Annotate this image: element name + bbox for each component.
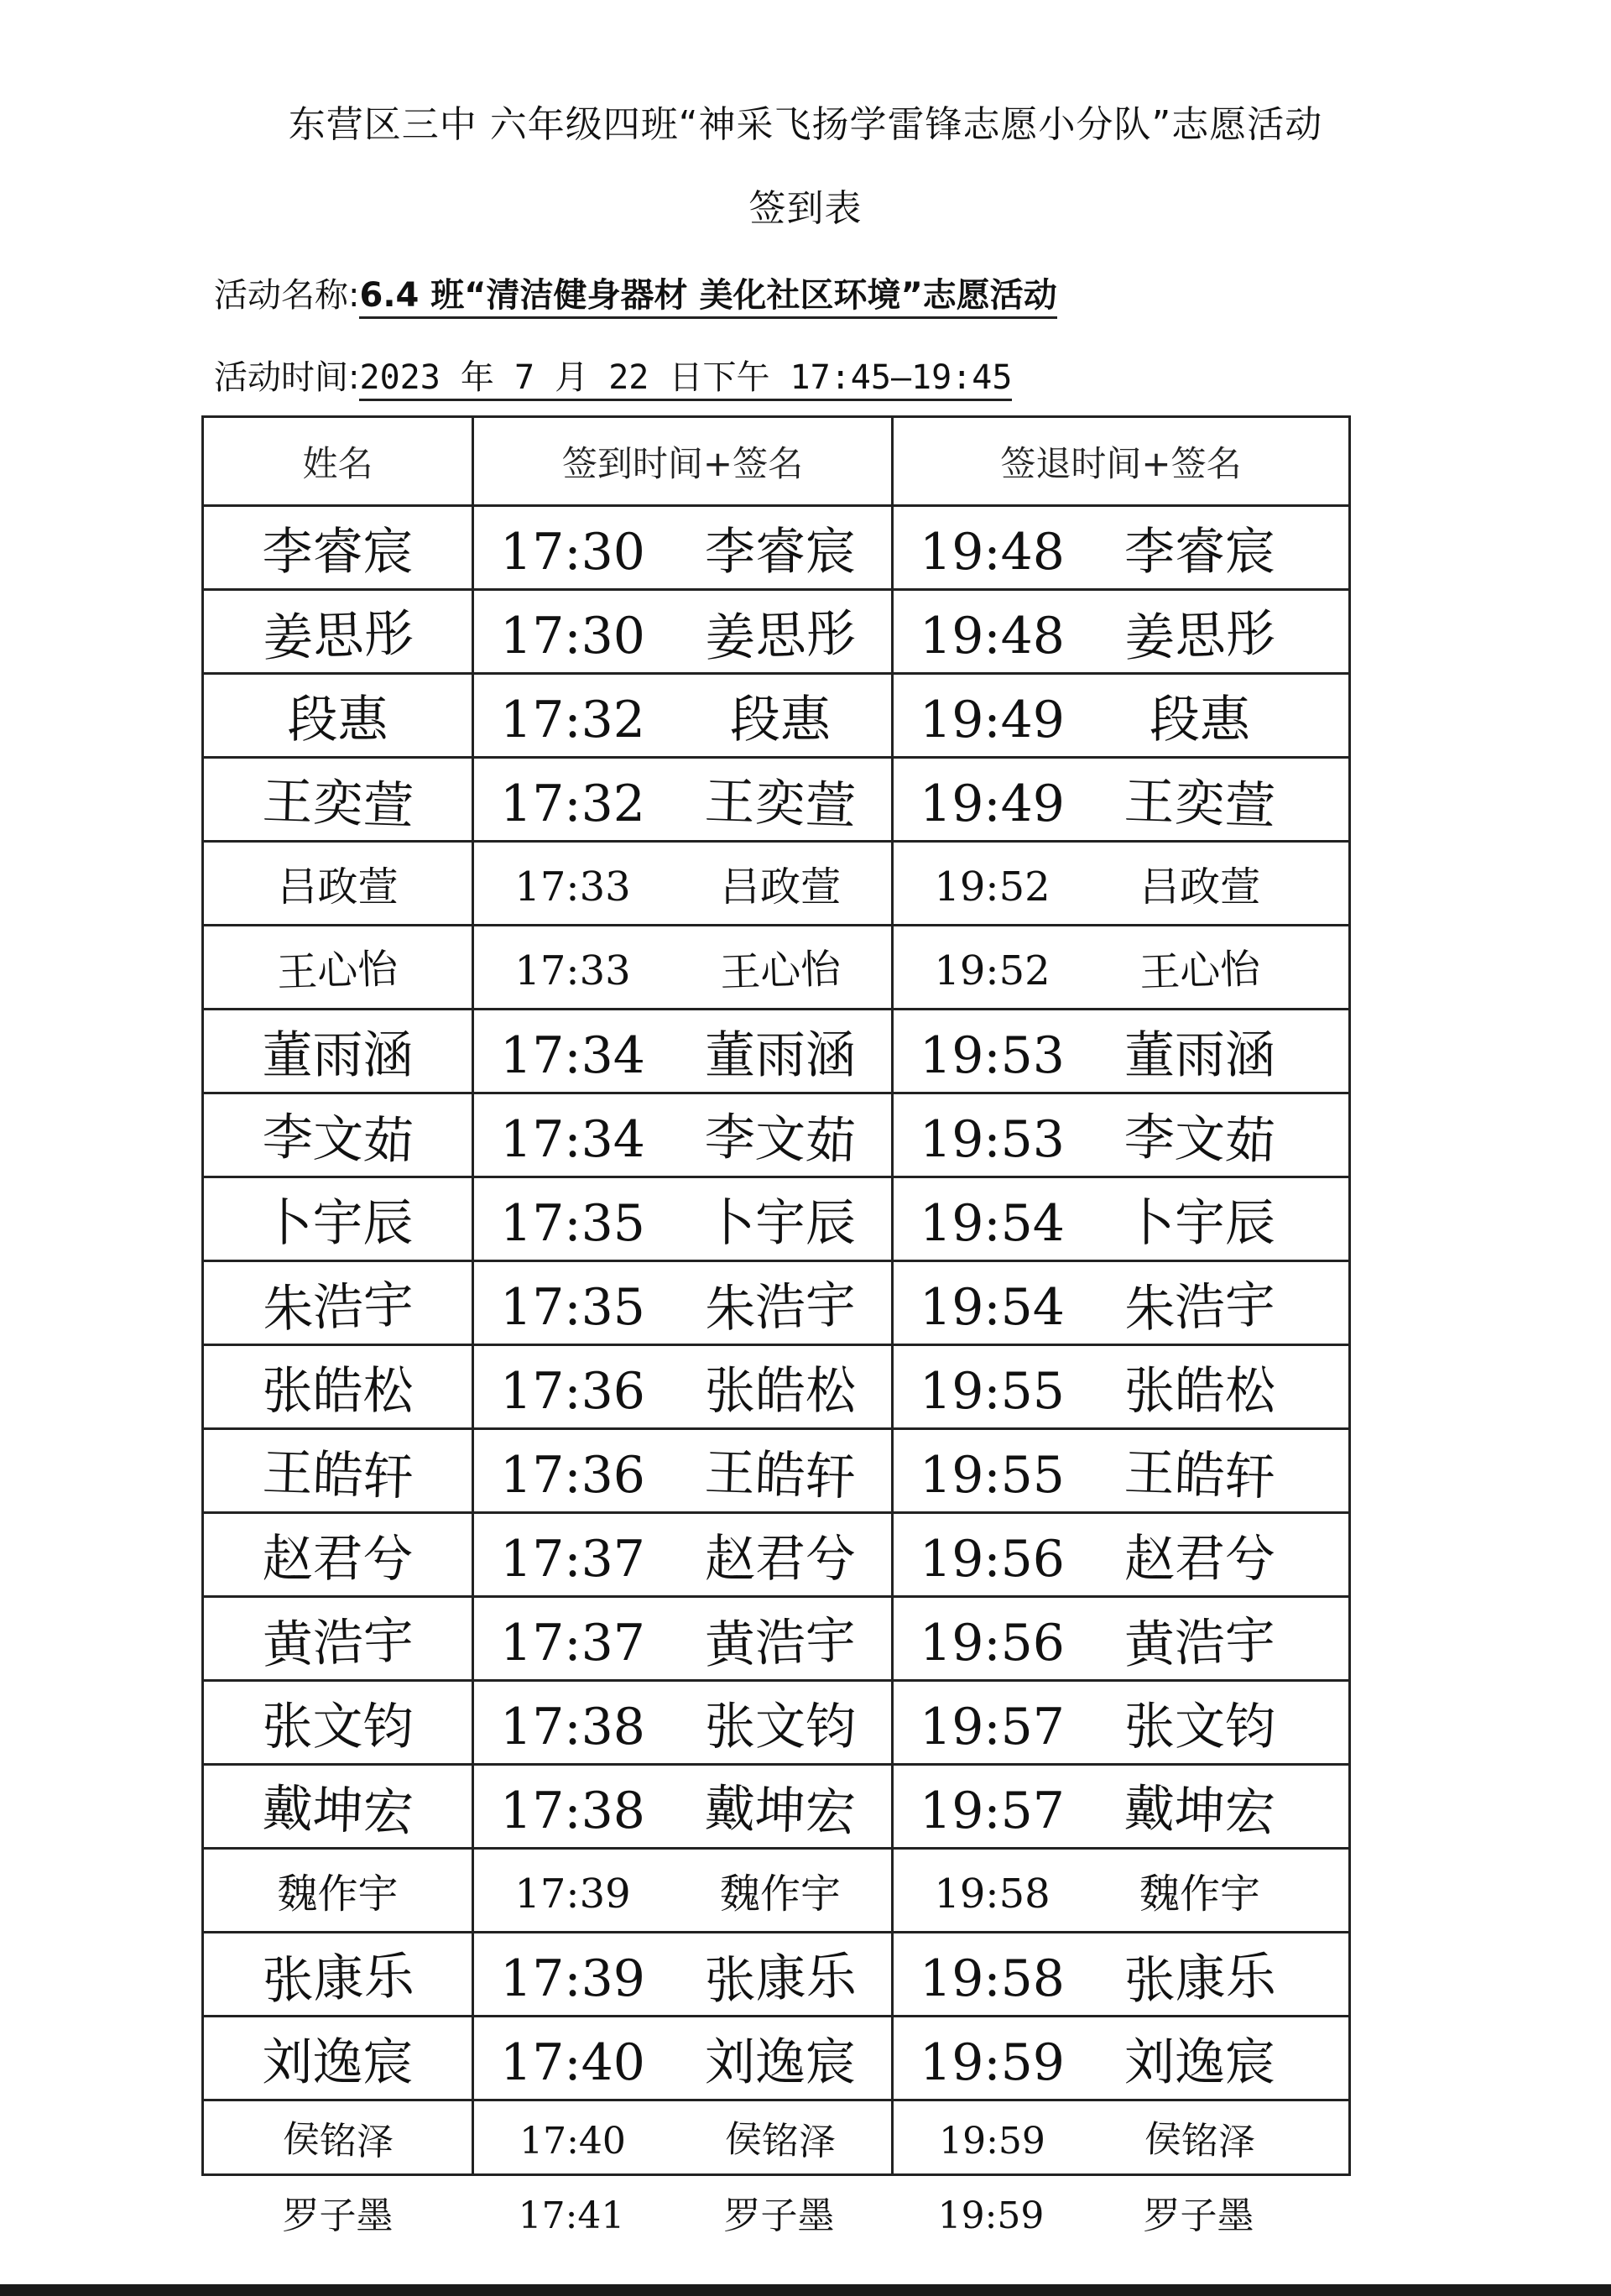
cell-sign-in xyxy=(473,1513,893,1597)
cell-sign-in xyxy=(473,2100,893,2175)
cell-sign-in xyxy=(473,1010,893,1093)
cell-sign-in xyxy=(473,590,893,674)
sign-in-signature: 董雨涵 xyxy=(705,1025,856,1085)
sign-in-signature: 刘逸宸 xyxy=(705,2032,856,2092)
sign-out-time: 19:52 xyxy=(934,864,1051,911)
sign-out-time: 19:55 xyxy=(920,1445,1065,1505)
sign-out-signature: 卜宇辰 xyxy=(1124,1193,1275,1253)
cell-sign-in xyxy=(473,1765,893,1849)
sign-out-signature: 张文钧 xyxy=(1124,1697,1275,1756)
table-row xyxy=(203,1429,1350,1513)
cell-name xyxy=(203,1010,473,1093)
sign-in-time: 17:35 xyxy=(500,1193,645,1253)
sign-out-signature: 朱浩宇 xyxy=(1124,1275,1277,1339)
handwritten-name: 段惠 xyxy=(287,690,388,749)
cell-sign-out xyxy=(893,1849,1350,1933)
sign-in-signature: 王奕萱 xyxy=(703,771,857,836)
handwritten-name: 朱浩宇 xyxy=(261,1275,414,1339)
sign-out-time: 19:48 xyxy=(920,522,1065,582)
activity-time-line xyxy=(214,351,1012,399)
sign-out-signature: 王皓轩 xyxy=(1123,1443,1276,1507)
cell-sign-out xyxy=(893,506,1350,590)
cell-sign-out xyxy=(893,1681,1350,1765)
handwritten-name: 王皓轩 xyxy=(261,1443,414,1507)
cell-sign-in xyxy=(473,2175,893,2249)
sign-in-signature: 戴坤宏 xyxy=(703,1778,857,1843)
sign-out-time: 19:54 xyxy=(920,1193,1065,1253)
cell-sign-out xyxy=(893,1010,1350,1093)
sign-out-signature: 侯铭泽 xyxy=(1143,2117,1256,2165)
cell-name xyxy=(203,2175,473,2249)
sign-in-time: 17:36 xyxy=(500,1445,645,1505)
sign-in-signature: 张文钧 xyxy=(705,1697,856,1756)
sign-in-time: 17:36 xyxy=(500,1361,645,1421)
sign-out-signature: 王心怡 xyxy=(1139,945,1262,997)
sign-in-signature: 黄浩宇 xyxy=(704,1610,858,1675)
activity-name-label: 活动名称: xyxy=(214,276,360,315)
handwritten-name: 侯铭泽 xyxy=(281,2117,394,2165)
cell-name xyxy=(203,926,473,1010)
page-title: 东营区三中 六年级四班“神采飞扬学雷锋志愿小分队”志愿活动 xyxy=(288,103,1323,146)
table-row xyxy=(203,506,1350,590)
cell-name xyxy=(203,1597,473,1681)
sign-in-signature: 王皓轩 xyxy=(703,1443,857,1507)
cell-sign-in xyxy=(473,1093,893,1177)
sign-in-time: 17:32 xyxy=(500,774,645,833)
sign-in-signature: 李睿宸 xyxy=(705,522,856,582)
cell-name xyxy=(203,842,473,926)
cell-name xyxy=(203,590,473,674)
sign-out-time: 19:48 xyxy=(920,606,1065,665)
sign-in-time: 17:35 xyxy=(500,1277,645,1337)
cell-sign-in xyxy=(473,1849,893,1933)
sign-in-signature: 卜宇辰 xyxy=(705,1193,856,1253)
sign-in-signature: 朱浩宇 xyxy=(704,1275,858,1339)
cell-sign-in xyxy=(473,506,893,590)
table-row xyxy=(203,590,1350,674)
sign-in-signature: 罗子墨 xyxy=(723,2194,835,2237)
scan-edge xyxy=(0,2284,1611,2296)
table-row xyxy=(203,674,1350,758)
table-row xyxy=(203,926,1350,1010)
sign-out-time: 19:49 xyxy=(920,690,1065,749)
cell-sign-in xyxy=(473,1345,893,1429)
table-row xyxy=(203,1345,1350,1429)
sign-out-signature: 姜思彤 xyxy=(1124,603,1277,668)
sign-out-signature: 魏作宇 xyxy=(1139,1871,1260,1918)
cell-sign-in xyxy=(473,1429,893,1513)
cell-name xyxy=(203,506,473,590)
handwritten-name: 黄浩宇 xyxy=(261,1610,414,1675)
activity-time-value: 2023 年 7 月 22 日下午 17:45—19:45 xyxy=(359,358,1012,401)
table-row xyxy=(203,1093,1350,1177)
cell-name xyxy=(203,1261,473,1345)
cell-sign-out xyxy=(893,1765,1350,1849)
cell-sign-in xyxy=(473,758,893,842)
cell-sign-out xyxy=(893,1597,1350,1681)
cell-sign-in xyxy=(473,674,893,758)
cell-sign-in xyxy=(473,2017,893,2100)
handwritten-name: 张文钧 xyxy=(262,1697,414,1756)
sign-in-time: 17:37 xyxy=(500,1529,645,1589)
sign-out-time: 19:54 xyxy=(920,1277,1065,1337)
cell-sign-out xyxy=(893,1261,1350,1345)
table-row xyxy=(203,1849,1350,1933)
sign-out-signature: 吕政萱 xyxy=(1139,864,1260,911)
table-row xyxy=(203,1261,1350,1345)
handwritten-name: 张皓松 xyxy=(262,1361,414,1421)
cell-sign-out xyxy=(893,926,1350,1010)
cell-sign-out xyxy=(893,674,1350,758)
table-row xyxy=(203,1177,1350,1261)
sign-in-signature: 姜思彤 xyxy=(704,603,858,668)
sign-in-time: 17:32 xyxy=(500,690,645,749)
activity-name-line xyxy=(214,269,1057,316)
sign-in-time: 17:40 xyxy=(519,2120,626,2163)
cell-sign-out xyxy=(893,1429,1350,1513)
sign-in-time: 17:34 xyxy=(500,1109,645,1169)
sign-out-time: 19:57 xyxy=(920,1781,1065,1840)
sign-in-time: 17:39 xyxy=(514,1871,631,1918)
sign-out-time: 19:58 xyxy=(934,1871,1051,1918)
cell-name xyxy=(203,1765,473,1849)
cell-sign-out xyxy=(893,2100,1350,2175)
column-header-sign-in: 签到时间+签名 xyxy=(473,417,893,506)
sign-out-signature: 赵君兮 xyxy=(1124,1529,1275,1589)
sign-in-signature: 赵君兮 xyxy=(705,1529,856,1589)
cell-sign-in xyxy=(473,1261,893,1345)
sign-in-time: 17:39 xyxy=(500,1949,645,2008)
cell-sign-out xyxy=(893,2175,1350,2249)
cell-sign-in xyxy=(473,1681,893,1765)
column-header-sign-out: 签退时间+签名 xyxy=(893,417,1350,506)
sign-out-signature: 张康乐 xyxy=(1124,1946,1277,2011)
cell-name xyxy=(203,1681,473,1765)
table-row xyxy=(203,2175,1350,2249)
sign-in-time: 17:30 xyxy=(500,522,645,582)
cell-sign-out xyxy=(893,1513,1350,1597)
table-row xyxy=(203,2017,1350,2100)
handwritten-name: 卜宇辰 xyxy=(262,1193,414,1253)
cell-sign-out xyxy=(893,1177,1350,1261)
sign-in-time: 17:30 xyxy=(500,606,645,665)
sign-out-signature: 罗子墨 xyxy=(1143,2194,1254,2237)
sign-in-time: 17:38 xyxy=(500,1781,645,1840)
handwritten-name: 姜思彤 xyxy=(261,603,414,668)
handwritten-name: 王心怡 xyxy=(276,945,399,997)
sign-out-time: 19:56 xyxy=(920,1613,1065,1672)
cell-sign-out xyxy=(893,590,1350,674)
cell-name xyxy=(203,1933,473,2017)
sign-out-time: 19:59 xyxy=(939,2120,1045,2163)
cell-name xyxy=(203,1177,473,1261)
sign-out-time: 19:53 xyxy=(920,1109,1065,1169)
handwritten-name: 刘逸宸 xyxy=(262,2032,414,2092)
sign-in-time: 17:33 xyxy=(514,864,631,911)
cell-name xyxy=(203,2017,473,2100)
cell-name xyxy=(203,2100,473,2175)
cell-sign-out xyxy=(893,842,1350,926)
table-row xyxy=(203,1765,1350,1849)
table-header-row xyxy=(203,417,1350,506)
handwritten-name: 戴坤宏 xyxy=(261,1778,414,1843)
page-subtitle: 签到表 xyxy=(748,187,863,230)
sign-in-signature: 李文茹 xyxy=(703,1107,857,1171)
sign-out-time: 19:58 xyxy=(920,1949,1065,2008)
sign-out-time: 19:49 xyxy=(920,774,1065,833)
cell-name xyxy=(203,1429,473,1513)
cell-sign-in xyxy=(473,1933,893,2017)
cell-sign-in xyxy=(473,1177,893,1261)
handwritten-name: 罗子墨 xyxy=(282,2194,394,2237)
table-row xyxy=(203,1010,1350,1093)
sign-in-time: 17:38 xyxy=(500,1697,645,1756)
cell-sign-out xyxy=(893,758,1350,842)
sign-out-time: 19:56 xyxy=(920,1529,1065,1589)
sign-out-time: 19:55 xyxy=(920,1361,1065,1421)
table-row xyxy=(203,1513,1350,1597)
cell-name xyxy=(203,674,473,758)
table-row xyxy=(203,1681,1350,1765)
column-header-name: 姓名 xyxy=(203,417,473,506)
sign-in-signature: 王心怡 xyxy=(719,945,842,997)
sign-out-signature: 黄浩宇 xyxy=(1124,1610,1277,1675)
table-row xyxy=(203,758,1350,842)
activity-name-value: 6.4 班“清洁健身器材 美化社区环境”志愿活动 xyxy=(359,276,1056,319)
sign-in-signature: 魏作宇 xyxy=(719,1871,841,1918)
sign-in-time: 17:34 xyxy=(500,1025,645,1085)
cell-sign-out xyxy=(893,1093,1350,1177)
sign-out-time: 19:59 xyxy=(937,2194,1045,2237)
cell-sign-in xyxy=(473,842,893,926)
table-row xyxy=(203,1597,1350,1681)
table-row xyxy=(203,842,1350,926)
sign-in-signature: 侯铭泽 xyxy=(723,2117,837,2165)
cell-name xyxy=(203,1345,473,1429)
sign-out-signature: 刘逸宸 xyxy=(1124,2032,1275,2092)
cell-sign-out xyxy=(893,1345,1350,1429)
sign-out-signature: 张皓松 xyxy=(1124,1361,1275,1421)
handwritten-name: 董雨涵 xyxy=(262,1025,414,1085)
sign-in-time: 17:41 xyxy=(518,2194,625,2237)
cell-sign-out xyxy=(893,2017,1350,2100)
handwritten-name: 魏作宇 xyxy=(277,1871,399,1918)
attendance-table xyxy=(201,415,1351,2248)
handwritten-name: 王奕萱 xyxy=(261,771,414,836)
handwritten-name: 赵君兮 xyxy=(262,1529,414,1589)
sign-out-time: 19:59 xyxy=(920,2032,1065,2092)
cell-name xyxy=(203,1093,473,1177)
sign-in-time: 17:37 xyxy=(500,1613,645,1672)
sign-out-signature: 王奕萱 xyxy=(1123,771,1276,836)
sign-in-signature: 段惠 xyxy=(730,690,831,749)
activity-time-label: 活动时间: xyxy=(214,358,360,397)
sign-in-signature: 张皓松 xyxy=(705,1361,856,1421)
handwritten-name: 李文茹 xyxy=(261,1107,414,1171)
sign-in-signature: 张康乐 xyxy=(704,1946,858,2011)
sign-out-signature: 段惠 xyxy=(1150,690,1250,749)
handwritten-name: 张康乐 xyxy=(261,1946,414,2011)
sign-out-signature: 李文茹 xyxy=(1123,1107,1276,1171)
sign-out-signature: 董雨涵 xyxy=(1124,1025,1275,1085)
handwritten-name: 吕政萱 xyxy=(277,864,399,911)
sign-out-signature: 李睿宸 xyxy=(1124,522,1275,582)
cell-name xyxy=(203,1849,473,1933)
sign-in-time: 17:40 xyxy=(500,2032,645,2092)
cell-sign-in xyxy=(473,926,893,1010)
table-row xyxy=(203,1933,1350,2017)
table-row xyxy=(203,2100,1350,2175)
sign-in-signature: 吕政萱 xyxy=(719,864,841,911)
sign-out-time: 19:57 xyxy=(920,1697,1065,1756)
cell-sign-out xyxy=(893,1933,1350,2017)
handwritten-name: 李睿宸 xyxy=(262,522,414,582)
sign-in-time: 17:33 xyxy=(514,947,631,994)
sign-out-signature: 戴坤宏 xyxy=(1123,1778,1276,1843)
cell-name xyxy=(203,1513,473,1597)
sign-out-time: 19:53 xyxy=(920,1025,1065,1085)
cell-name xyxy=(203,758,473,842)
sign-out-time: 19:52 xyxy=(934,947,1051,994)
cell-sign-in xyxy=(473,1597,893,1681)
